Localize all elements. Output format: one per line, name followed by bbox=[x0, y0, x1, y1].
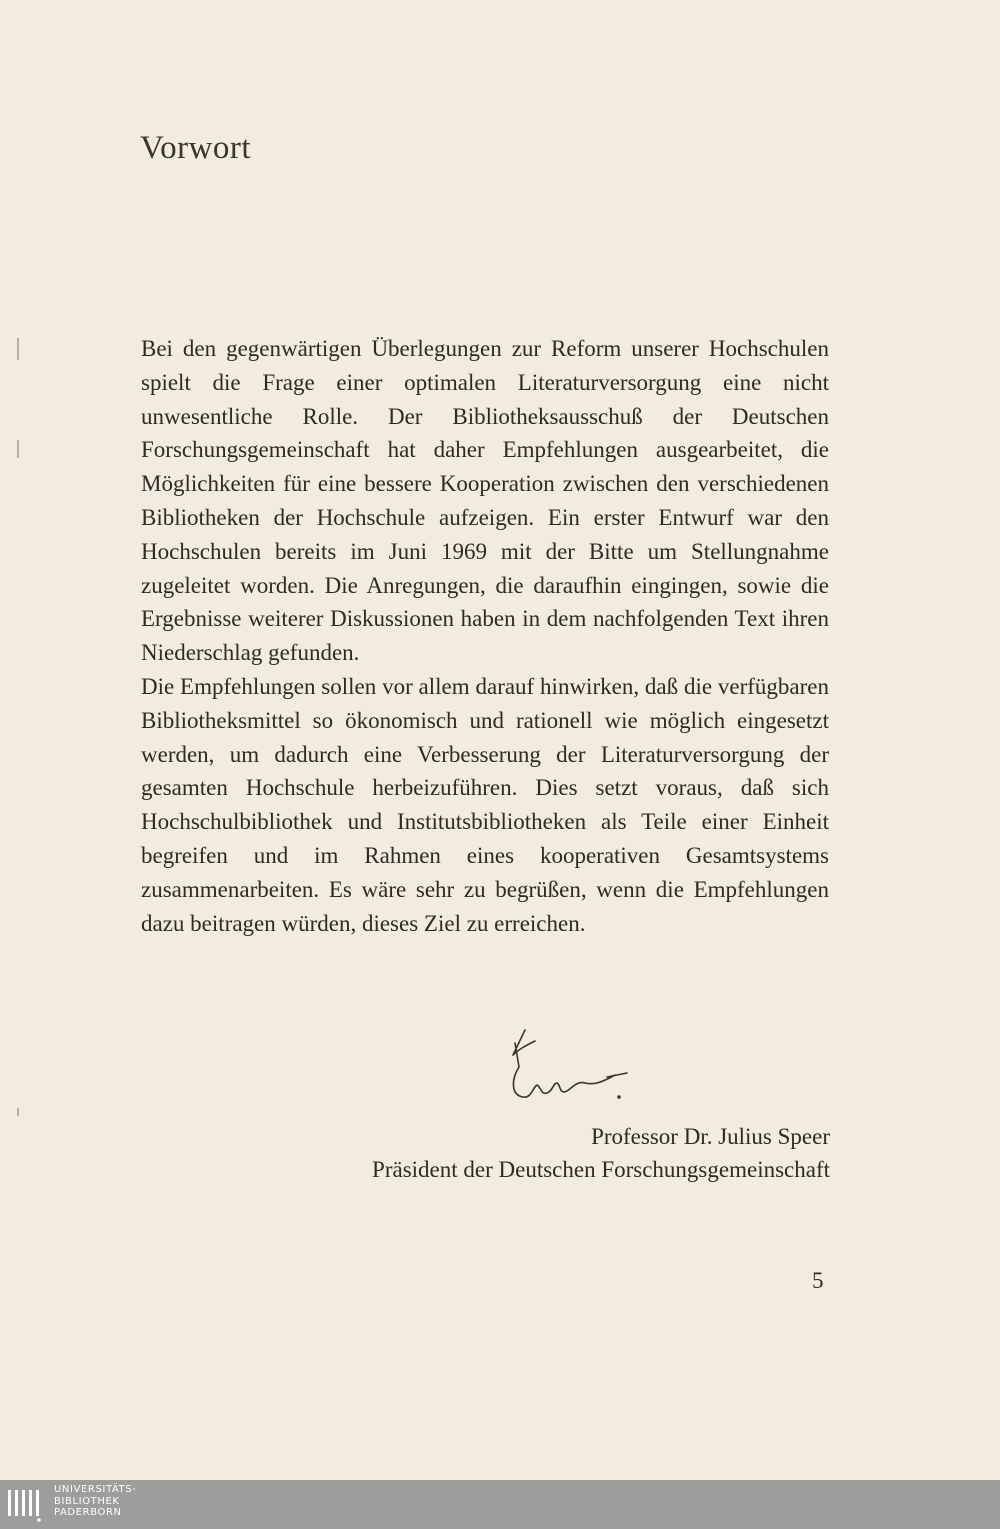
paragraph-2: Die Empfehlungen sollen vor allem darauf hinwirken, daß die verfügbaren Bibliotheksmittel so ökonomisch und rationell wie möglich eingesetzt werden, um dadurch eine Verbesserung der Literaturversorgung der gesamten Hochschule herbeizuführen. Dies setzt voraus, daß sich Hochschulbibliothek und Institutsbibliotheken als Teile einer Einheit begreifen und im Rahmen eines kooperativen Gesamtsystems zusammenarbeiten. Es wäre sehr zu begrüßen, wenn die Empfehlungen dazu beitragen würden, dieses Ziel zu erreichen. bbox=[141, 673, 829, 936]
signature-image bbox=[505, 1025, 645, 1110]
library-name-line: PADERBORN bbox=[54, 1507, 122, 1518]
library-name-line: BIBLIOTHEK bbox=[54, 1495, 120, 1507]
gutter-mark bbox=[17, 1108, 19, 1116]
page-number: 5 bbox=[812, 1268, 824, 1293]
gutter-mark bbox=[17, 440, 19, 458]
page-title: Vorwort bbox=[140, 130, 252, 167]
library-name bbox=[54, 1484, 136, 1519]
library-name-line: UNIVERSITÄTS- bbox=[54, 1484, 137, 1495]
signer-name: Professor Dr. Julius Speer bbox=[591, 1124, 830, 1149]
signer-block bbox=[372, 1120, 830, 1186]
paragraph-1: Bei den gegenwärtigen Überlegungen zur Reform unserer Hochschulen spielt die Frage einer optimalen Literaturversorgung eine nicht unwesentliche Rolle. Der Bibliotheksausschuß der Deutschen Forschungsgemeinschaft hat daher Empfehlungen ausgearbeitet, die Möglichkeiten für eine bessere Kooperation zwischen den verschiedenen Bibliotheken der Hochschule aufzeigen. Ein erster Entwurf war den Hochschulen bereits im Juni 1969 mit der Bitte um Stellungnahme zugeleitet worden. Die Anregungen, die daraufhin eingingen, sowie die Ergebnisse weiterer Diskussionen haben in dem nachfolgenden Text ihren Niederschlag gefunden. bbox=[141, 336, 829, 666]
body-text bbox=[141, 332, 829, 940]
signer-title: Präsident der Deutschen Forschungsgemeinschaft bbox=[372, 1157, 830, 1182]
gutter-mark bbox=[17, 338, 19, 360]
library-footer bbox=[0, 1480, 1000, 1529]
library-logo-icon bbox=[6, 1486, 44, 1522]
